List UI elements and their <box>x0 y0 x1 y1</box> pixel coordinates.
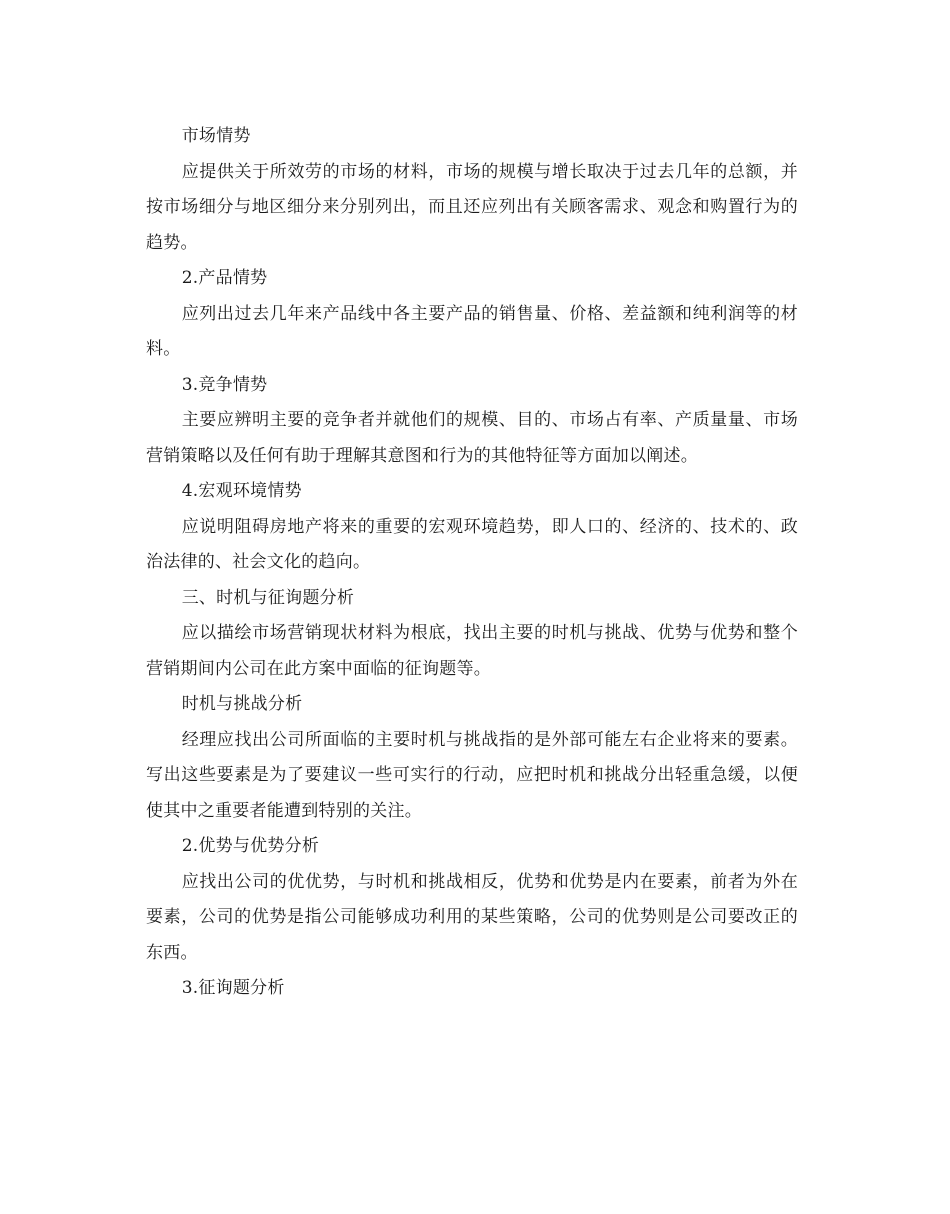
document-body <box>146 119 798 1007</box>
section-heading-opportunity: 时机与挑战分析 <box>181 694 303 714</box>
section-heading-analysis: 三、时机与征询题分析 <box>181 587 355 608</box>
paragraph-opportunity: 经理应找出公司所面临的主要时机与挑战指的是外部可能左右企业将来的要素。写出这些要素是为了要建议一些可实行的行动，应把时机和挑战分出轻重急缓，以便使其中之重要者能遭到特别的关注。 <box>146 729 798 821</box>
section-heading-market: 市场情势 <box>181 126 251 146</box>
section-heading-competition: 3.竞争情势 <box>181 374 268 395</box>
section-heading-issue: 3.征询题分析 <box>181 978 285 998</box>
paragraph-analysis: 应以描绘市场营销现状材料为根底，找出主要的时机与挑战、优势与优势和整个营销期间内公司在此方案中面临的征询题等。 <box>146 623 798 679</box>
paragraph-macro: 应说明阻碍房地产将来的重要的宏观环境趋势，即人口的、经济的、技术的、政治法律的、社会文化的趋向。 <box>146 516 798 572</box>
section-heading-strength: 2.优势与优势分析 <box>181 836 320 856</box>
section-heading-product: 2.产品情势 <box>181 268 268 288</box>
paragraph-product: 应列出过去几年来产品线中各主要产品的销售量、价格、差益额和纯利润等的材料。 <box>146 303 798 359</box>
paragraph-market: 应提供关于所效劳的市场的材料，市场的规模与增长取决于过去几年的总额，并按市场细分与地区细分来分别列出，而且还应列出有关顾客需求、观念和购置行为的趋势。 <box>146 161 798 253</box>
paragraph-competition: 主要应辨明主要的竞争者并就他们的规模、目的、市场占有率、产质量量、市场营销策略以及任何有助于理解其意图和行为的其他特征等方面加以阐述。 <box>146 410 798 466</box>
section-heading-macro: 4.宏观环境情势 <box>181 481 302 501</box>
paragraph-strength: 应找出公司的优优势，与时机和挑战相反，优势和优势是内在要素，前者为外在要素，公司的优势是指公司能够成功利用的某些策略，公司的优势则是公司要改正的东西。 <box>146 871 798 963</box>
